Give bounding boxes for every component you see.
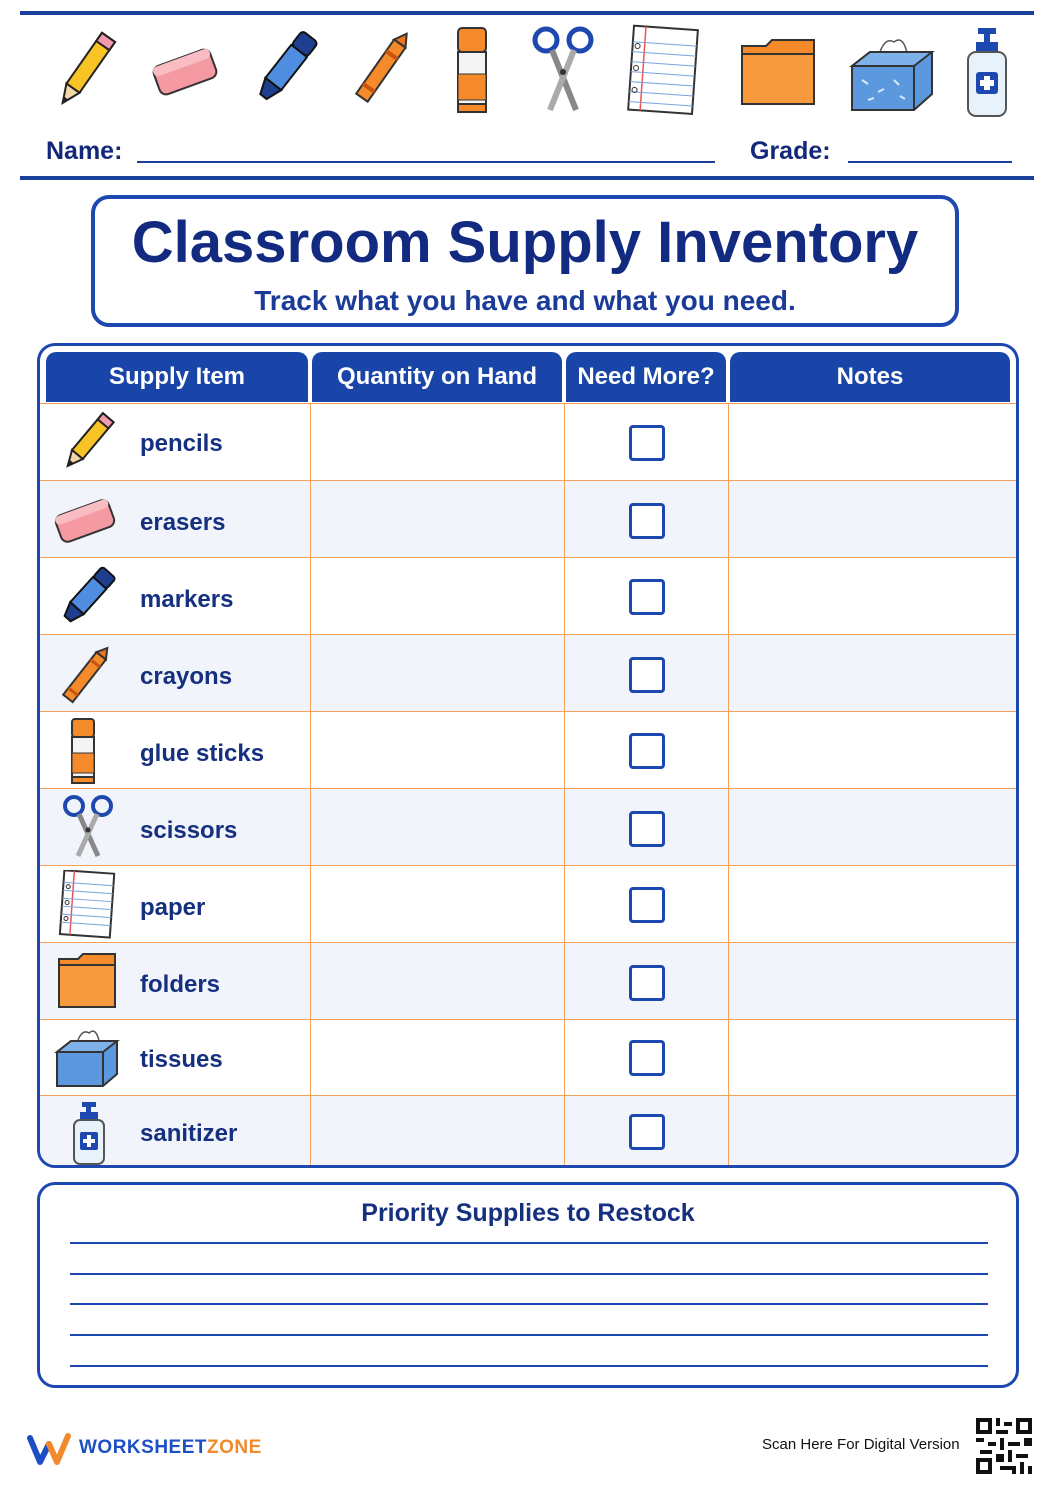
need-more-checkbox[interactable] xyxy=(629,503,665,539)
eraser-icon xyxy=(52,493,118,549)
column-divider xyxy=(310,403,311,1168)
name-blank-line[interactable] xyxy=(137,161,715,163)
writing-line[interactable] xyxy=(70,1273,988,1275)
tissue-box-icon xyxy=(54,1024,120,1090)
supply-item-label: tissues xyxy=(140,1046,223,1073)
column-header-need-more: Need More? xyxy=(566,352,726,402)
brand-name xyxy=(79,1437,262,1459)
title-box xyxy=(91,195,959,327)
supply-item-label: sanitizer xyxy=(140,1120,238,1147)
marker-icon xyxy=(245,24,325,114)
column-divider xyxy=(564,403,565,1168)
table-row xyxy=(40,480,1016,558)
paper-icon xyxy=(58,870,118,940)
table-row xyxy=(40,1019,1016,1096)
name-label: Name: xyxy=(46,137,123,165)
supply-item-label: crayons xyxy=(140,663,233,690)
need-more-checkbox[interactable] xyxy=(629,579,665,615)
scissors-icon xyxy=(60,794,116,860)
tissue-box-icon xyxy=(848,30,936,116)
folder-icon xyxy=(56,951,118,1011)
need-more-checkbox[interactable] xyxy=(629,811,665,847)
glue-stick-icon xyxy=(68,717,98,785)
supply-item-label: glue sticks xyxy=(140,740,265,767)
writing-line[interactable] xyxy=(70,1334,988,1336)
folder-icon xyxy=(738,36,818,108)
table-row xyxy=(40,788,1016,866)
table-row xyxy=(40,865,1016,943)
need-more-checkbox[interactable] xyxy=(629,657,665,693)
pencil-icon xyxy=(45,26,125,116)
supply-item-label: folders xyxy=(140,971,221,998)
supply-item-label: erasers xyxy=(140,509,226,536)
glue-stick-icon xyxy=(452,24,492,116)
sanitizer-icon xyxy=(962,24,1012,120)
priority-title: Priority Supplies to Restock xyxy=(361,1199,695,1227)
grade-blank-line[interactable] xyxy=(848,161,1012,163)
column-header-supply-item: Supply Item xyxy=(46,352,308,402)
writing-line[interactable] xyxy=(70,1242,988,1244)
page-title: Classroom Supply Inventory xyxy=(131,210,919,275)
inventory-table xyxy=(37,343,1019,1168)
supply-item-label: markers xyxy=(140,586,234,613)
table-row xyxy=(40,403,1016,481)
supply-item-label: scissors xyxy=(140,817,238,844)
qr-code-icon[interactable] xyxy=(976,1418,1032,1474)
pencil-icon xyxy=(52,410,122,476)
brand-part-2: ZONE xyxy=(207,1437,262,1458)
page-subtitle: Track what you have and what you need. xyxy=(254,285,796,316)
table-row xyxy=(40,557,1016,635)
writing-line[interactable] xyxy=(70,1303,988,1305)
supply-icon-strip xyxy=(0,20,1055,125)
column-header-notes: Notes xyxy=(730,352,1010,402)
grade-label: Grade: xyxy=(750,137,831,165)
header-bottom-rule xyxy=(20,176,1034,180)
need-more-checkbox[interactable] xyxy=(629,733,665,769)
need-more-checkbox[interactable] xyxy=(629,1040,665,1076)
scissors-icon xyxy=(528,24,598,116)
top-rule xyxy=(20,11,1034,15)
paper-icon xyxy=(625,24,705,116)
need-more-checkbox[interactable] xyxy=(629,425,665,461)
supply-item-label: pencils xyxy=(140,430,223,457)
priority-restock-box xyxy=(37,1182,1019,1388)
table-row xyxy=(40,634,1016,712)
need-more-checkbox[interactable] xyxy=(629,887,665,923)
crayon-icon xyxy=(52,641,122,707)
scan-text: Scan Here For Digital Version xyxy=(762,1436,960,1453)
table-row xyxy=(40,942,1016,1020)
worksheetzone-logo-icon xyxy=(27,1432,71,1466)
crayon-icon xyxy=(342,24,422,114)
column-divider xyxy=(728,403,729,1168)
brand-part-1: WORKSHEET xyxy=(79,1437,207,1458)
column-header-quantity: Quantity on Hand xyxy=(312,352,562,402)
need-more-checkbox[interactable] xyxy=(629,965,665,1001)
eraser-icon xyxy=(150,42,220,102)
marker-icon xyxy=(52,564,122,630)
table-row xyxy=(40,711,1016,789)
supply-item-label: paper xyxy=(140,894,206,921)
table-row xyxy=(40,1095,1016,1168)
writing-line[interactable] xyxy=(70,1365,988,1367)
sanitizer-icon xyxy=(70,1100,108,1166)
need-more-checkbox[interactable] xyxy=(629,1114,665,1150)
